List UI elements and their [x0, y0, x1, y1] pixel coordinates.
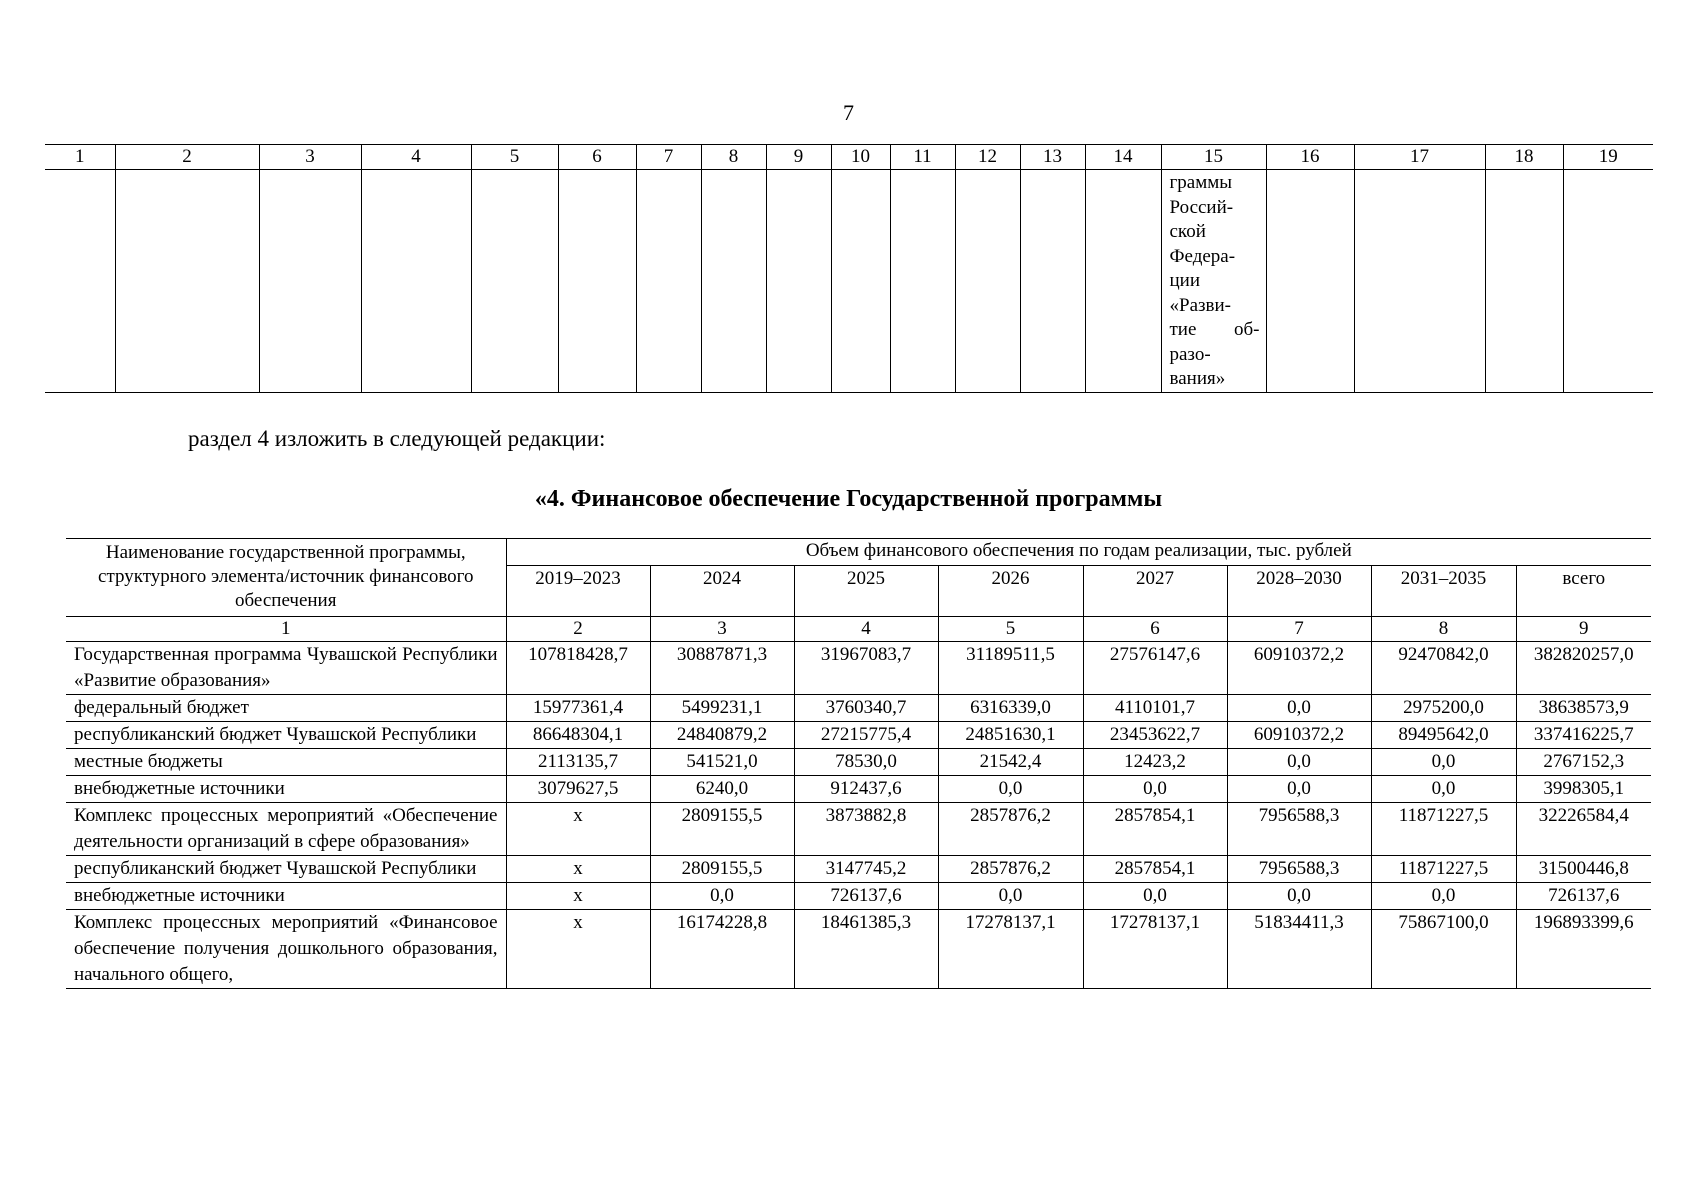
column-number: 10 — [831, 145, 890, 170]
value-cell: 31500446,8 — [1516, 856, 1651, 883]
column-number: 13 — [1020, 145, 1085, 170]
value-cell: 30887871,3 — [650, 642, 794, 695]
text-line: тие об- — [1169, 319, 1260, 340]
table-row — [66, 695, 1651, 722]
row-name: Комплекс процессных мероприятий «Финансовое обеспечение получения дошкольного образования, начального общего, — [66, 910, 506, 989]
row-name: республиканский бюджет Чувашской Республики — [66, 856, 506, 883]
table-row — [66, 642, 1651, 695]
value-cell: 18461385,3 — [794, 910, 938, 989]
column-number: 7 — [1227, 617, 1371, 642]
year-header: 2019–2023 — [506, 566, 650, 617]
table-cell — [45, 170, 115, 393]
table-row — [66, 910, 1651, 989]
value-cell: 0,0 — [650, 883, 794, 910]
table-row — [66, 803, 1651, 856]
value-cell: 6316339,0 — [938, 695, 1083, 722]
value-cell: 17278137,1 — [938, 910, 1083, 989]
value-cell: 51834411,3 — [1227, 910, 1371, 989]
column-number: 16 — [1266, 145, 1354, 170]
table-row — [66, 776, 1651, 803]
name-column-header: Наименование государственной программы, структурного элемента/источник финансового обеспечения — [66, 539, 506, 617]
value-cell: 3873882,8 — [794, 803, 938, 856]
column-number-row — [45, 145, 1653, 170]
table-cell — [471, 170, 558, 393]
text-line: разо- — [1169, 343, 1211, 365]
row-name: Государственная программа Чувашской Республики «Развитие образования» — [66, 642, 506, 695]
value-cell: 3760340,7 — [794, 695, 938, 722]
table-cell — [766, 170, 831, 393]
value-cell: 27215775,4 — [794, 722, 938, 749]
value-cell: 0,0 — [1083, 776, 1227, 803]
value-cell: 75867100,0 — [1371, 910, 1516, 989]
column-number: 11 — [890, 145, 955, 170]
header-row — [66, 539, 1651, 566]
value-cell: 2857854,1 — [1083, 856, 1227, 883]
value-cell: 24840879,2 — [650, 722, 794, 749]
value-cell: 337416225,7 — [1516, 722, 1651, 749]
column-number: 8 — [701, 145, 766, 170]
table-cell — [1485, 170, 1563, 393]
value-cell: 2767152,3 — [1516, 749, 1651, 776]
column-15-text — [1161, 170, 1266, 393]
value-cell: 107818428,7 — [506, 642, 650, 695]
table-row — [66, 883, 1651, 910]
column-number: 4 — [794, 617, 938, 642]
text-line: «Разви- — [1169, 294, 1231, 316]
value-cell: x — [506, 856, 650, 883]
column-number: 9 — [1516, 617, 1651, 642]
year-header: 2026 — [938, 566, 1083, 617]
value-cell: 0,0 — [1371, 883, 1516, 910]
table-cell — [1563, 170, 1653, 393]
column-number: 15 — [1161, 145, 1266, 170]
value-cell: 2809155,5 — [650, 803, 794, 856]
value-cell: 15977361,4 — [506, 695, 650, 722]
value-cell: 196893399,6 — [1516, 910, 1651, 989]
year-header: 2024 — [650, 566, 794, 617]
column-number: 3 — [259, 145, 361, 170]
value-cell: 0,0 — [1227, 883, 1371, 910]
value-cell: 16174228,8 — [650, 910, 794, 989]
value-cell: 2857876,2 — [938, 856, 1083, 883]
value-cell: x — [506, 803, 650, 856]
value-cell: 89495642,0 — [1371, 722, 1516, 749]
column-number: 7 — [636, 145, 701, 170]
text-line: Россий- — [1169, 196, 1234, 218]
column-number: 14 — [1085, 145, 1161, 170]
value-cell: 2113135,7 — [506, 749, 650, 776]
row-name: внебюджетные источники — [66, 883, 506, 910]
value-cell: 31189511,5 — [938, 642, 1083, 695]
year-header: всего — [1516, 566, 1651, 617]
column-number: 1 — [45, 145, 115, 170]
value-cell: 7956588,3 — [1227, 856, 1371, 883]
value-cell: 0,0 — [938, 776, 1083, 803]
value-cell: 17278137,1 — [1083, 910, 1227, 989]
value-cell: 0,0 — [1227, 695, 1371, 722]
column-number: 18 — [1485, 145, 1563, 170]
row-name: республиканский бюджет Чувашской Республики — [66, 722, 506, 749]
text-line: вания» — [1169, 368, 1226, 389]
table-cell — [1354, 170, 1485, 393]
column-number-row — [66, 617, 1651, 642]
table-cell — [558, 170, 636, 393]
value-cell: 38638573,9 — [1516, 695, 1651, 722]
value-cell: x — [506, 883, 650, 910]
value-cell: 11871227,5 — [1371, 803, 1516, 856]
value-cell: 11871227,5 — [1371, 856, 1516, 883]
value-cell: 0,0 — [1083, 883, 1227, 910]
value-cell: 27576147,6 — [1083, 642, 1227, 695]
text-line: ской — [1169, 221, 1206, 242]
value-cell: 4110101,7 — [1083, 695, 1227, 722]
year-header: 2028–2030 — [1227, 566, 1371, 617]
table-row — [66, 722, 1651, 749]
table-cell — [831, 170, 890, 393]
column-number: 9 — [766, 145, 831, 170]
value-cell: 3079627,5 — [506, 776, 650, 803]
row-name: Комплекс процессных мероприятий «Обеспечение деятельности организаций в сфере образования» — [66, 803, 506, 856]
section-title: «4. Финансовое обеспечение Государственной программы — [534, 486, 1163, 512]
value-cell: 24851630,1 — [938, 722, 1083, 749]
table-cell — [115, 170, 259, 393]
value-cell: 32226584,4 — [1516, 803, 1651, 856]
continuation-row — [45, 170, 1653, 393]
page-number: 7 — [843, 100, 854, 125]
table-cell — [1266, 170, 1354, 393]
value-cell: 2809155,5 — [650, 856, 794, 883]
table-cell — [636, 170, 701, 393]
value-cell: x — [506, 910, 650, 989]
value-cell: 2975200,0 — [1371, 695, 1516, 722]
value-cell: 12423,2 — [1083, 749, 1227, 776]
year-header: 2025 — [794, 566, 938, 617]
value-cell: 541521,0 — [650, 749, 794, 776]
value-cell: 60910372,2 — [1227, 642, 1371, 695]
value-cell: 912437,6 — [794, 776, 938, 803]
value-cell: 92470842,0 — [1371, 642, 1516, 695]
column-number: 6 — [1083, 617, 1227, 642]
funding-group-header: Объем финансового обеспечения по годам реализации, тыс. рублей — [506, 539, 1651, 566]
value-cell: 0,0 — [1227, 776, 1371, 803]
column-number: 19 — [1563, 145, 1653, 170]
table-row — [66, 749, 1651, 776]
column-number: 6 — [558, 145, 636, 170]
column-number: 8 — [1371, 617, 1516, 642]
row-name: федеральный бюджет — [66, 695, 506, 722]
value-cell: 3147745,2 — [794, 856, 938, 883]
finance-table — [66, 538, 1651, 989]
value-cell: 23453622,7 — [1083, 722, 1227, 749]
value-cell: 0,0 — [938, 883, 1083, 910]
finance-table-body — [66, 642, 1651, 989]
table-cell — [701, 170, 766, 393]
value-cell: 7956588,3 — [1227, 803, 1371, 856]
column-number: 17 — [1354, 145, 1485, 170]
table-cell — [1085, 170, 1161, 393]
value-cell: 726137,6 — [794, 883, 938, 910]
column-number: 5 — [471, 145, 558, 170]
value-cell: 382820257,0 — [1516, 642, 1651, 695]
text-line: граммы — [1169, 172, 1233, 193]
column-number: 2 — [506, 617, 650, 642]
text-line: Федера- — [1169, 245, 1236, 267]
value-cell: 0,0 — [1227, 749, 1371, 776]
column-number: 4 — [361, 145, 471, 170]
value-cell: 0,0 — [1371, 776, 1516, 803]
value-cell: 3998305,1 — [1516, 776, 1651, 803]
year-header: 2031–2035 — [1371, 566, 1516, 617]
table-cell — [955, 170, 1020, 393]
column-number: 2 — [115, 145, 259, 170]
column-number: 5 — [938, 617, 1083, 642]
continuation-table — [45, 144, 1653, 393]
text-line: ции — [1169, 270, 1201, 291]
value-cell: 60910372,2 — [1227, 722, 1371, 749]
value-cell: 2857854,1 — [1083, 803, 1227, 856]
value-cell: 5499231,1 — [650, 695, 794, 722]
value-cell: 31967083,7 — [794, 642, 938, 695]
value-cell: 78530,0 — [794, 749, 938, 776]
column-number: 3 — [650, 617, 794, 642]
column-number: 1 — [66, 617, 506, 642]
value-cell: 21542,4 — [938, 749, 1083, 776]
value-cell: 0,0 — [1371, 749, 1516, 776]
table-cell — [1020, 170, 1085, 393]
value-cell: 2857876,2 — [938, 803, 1083, 856]
column-number: 12 — [955, 145, 1020, 170]
table-cell — [259, 170, 361, 393]
value-cell: 6240,0 — [650, 776, 794, 803]
table-cell — [890, 170, 955, 393]
value-cell: 726137,6 — [1516, 883, 1651, 910]
year-header: 2027 — [1083, 566, 1227, 617]
row-name: местные бюджеты — [66, 749, 506, 776]
value-cell: 86648304,1 — [506, 722, 650, 749]
table-cell — [361, 170, 471, 393]
row-name: внебюджетные источники — [66, 776, 506, 803]
instruction-text: раздел 4 изложить в следующей редакции: — [188, 426, 606, 451]
table-row — [66, 856, 1651, 883]
